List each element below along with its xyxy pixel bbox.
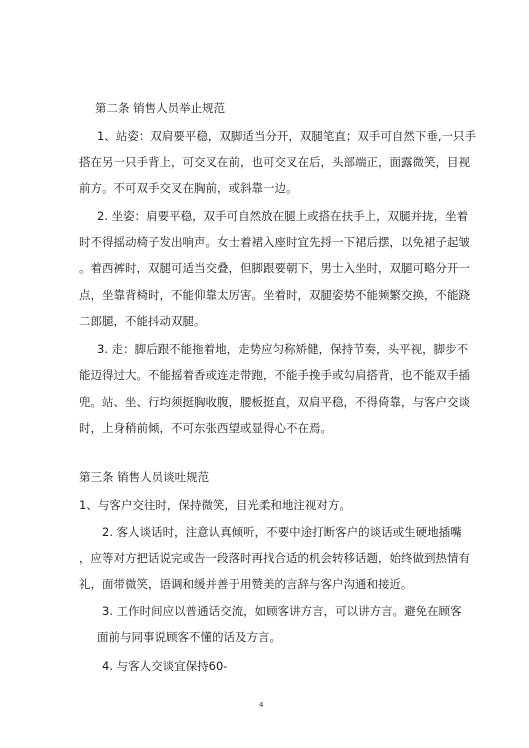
paragraph-line: 1、与客户交往时，保持微笑，目光柔和地注视对方。 [79,498,351,512]
section-3-heading: 第三条 销售人员谈吐规范 [79,470,210,484]
paragraph-line: 点，坐靠背椅时，不能仰靠太厉害。坐着时，双腿姿势不能频繁交换，不能跷 [79,288,470,302]
paragraph-line: 二郎腿，不能抖动双腿。 [79,314,206,328]
paragraph-line: 兜。站、坐、行均须挺胸收腹，腰板挺直，双肩平稳，不得倚靠，与客户交谈 [79,395,470,409]
section-2-heading: 第二条 销售人员举止规范 [95,101,226,115]
paragraph-line: 礼，面带微笑，语调和缓并善于用赞美的言辞与客户沟通和接近。 [79,577,413,591]
page-number: 4 [259,701,264,709]
paragraph-line: 3. 走：脚后跟不能拖着地，走势应匀称矫健，保持节奏，头平视，脚步不 [97,342,469,356]
paragraph-line: 3. 工作时间应以普通话交流，如顾客讲方言，可以讲方言。避免在顾客 [102,604,462,618]
paragraph-line: 时，上身稍前倾，不可东张西望或显得心不在焉。 [79,421,332,435]
paragraph-line: ，应等对方把话说完或告一段落时再找合适的机会转移话题，始终做到热情有 [79,551,470,565]
paragraph-line: 面前与同事说顾客不懂的话及方言。 [97,630,281,644]
paragraph-line: 能迈得过大。不能摇着香或连走带跑，不能手挽手或勾肩搭背，也不能双手插 [79,368,470,382]
paragraph-line: 。着西裤时，双腿可适当交叠，但脚跟要朝下，男士入坐时，双腿可略分开一 [79,261,470,275]
paragraph-line: 搭在另一只手背上，可交叉在前，也可交叉在后，头部端正，面露微笑，目视 [79,155,470,169]
paragraph-line: 时不得摇动椅子发出响声。女士着裙入座时宜先捋一下裙后摆，以免裙子起皱 [79,235,470,249]
paragraph-line: 2. 客人谈话时，注意认真倾听，不要中途打断客户的谈话或生硬地插嘴 [102,525,462,539]
paragraph-line: 前方。不可双手交叉在胸前，或斜靠一边。 [79,181,298,195]
paragraph-line: 2. 坐姿：肩要平稳，双手可自然放在腿上或搭在扶手上，双腿并拢，坐着 [97,209,469,223]
paragraph-line: 4. 与客人交谈宜保持60- [102,659,228,673]
paragraph-line: 1、站姿：双肩要平稳，双脚适当分开，双腿笔直；双手可自然下垂,一只手 [97,129,476,143]
